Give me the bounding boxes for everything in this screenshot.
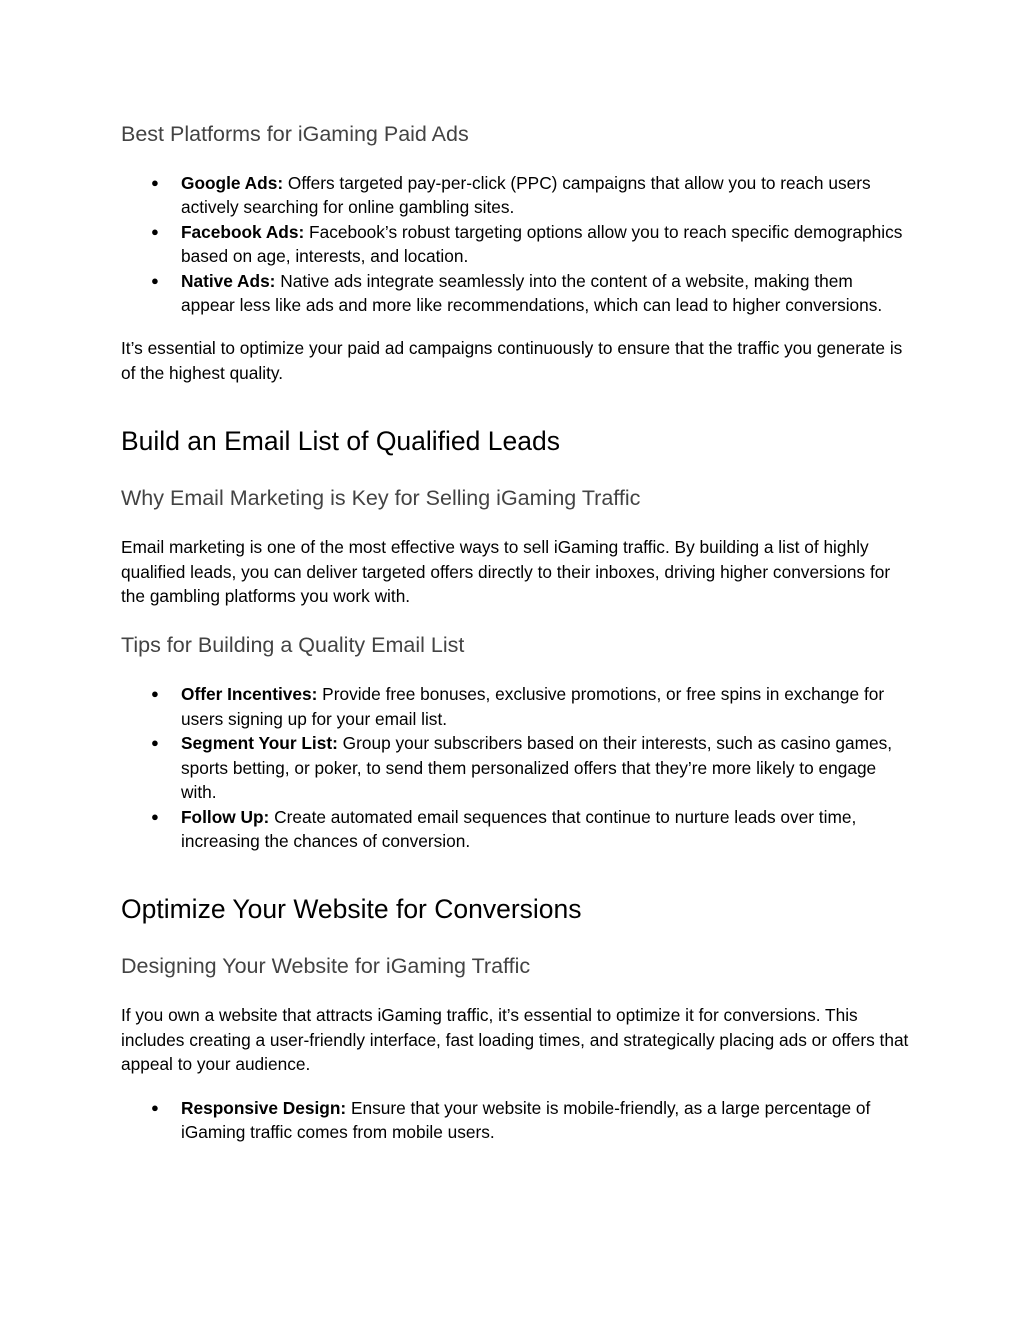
email-tips-list: [121, 682, 911, 853]
heading-designing-website: Designing Your Website for iGaming Traffic: [121, 954, 531, 979]
list-item-facebook-ads: [121, 220, 911, 269]
list-item-offer-incentives: [121, 682, 911, 731]
list-item-native-ads: [121, 269, 911, 318]
bullet-icon: ●: [151, 175, 159, 190]
heading-email-list: Build an Email List of Qualified Leads: [121, 426, 560, 457]
bullet-icon: ●: [151, 808, 159, 824]
bullet-icon: ●: [151, 735, 159, 751]
heading-email-tips: Tips for Building a Quality Email List: [121, 633, 465, 658]
list-item-label: Segment Your List:: [181, 733, 338, 754]
list-item-text: Offers targeted pay-per-click (PPC) campaigns that allow you to reach users actively searching for online gambling sites.: [181, 173, 871, 218]
list-item-text: Facebook’s robust targeting options allow you to reach specific demographics based on age, interests, and location.: [181, 221, 903, 267]
list-item-text: Provide free bonuses, exclusive promotions, or free spins in exchange for users signing up for your email list.: [181, 684, 885, 729]
list-item-text: Native ads integrate seamlessly into the content of a website, making them appear less like ads and more like recommendations, which can lead to higher conversions.: [181, 270, 883, 316]
bullet-icon: ●: [151, 272, 159, 288]
bullet-icon: ●: [151, 1099, 159, 1115]
paid-ads-list: [121, 171, 911, 317]
heading-optimize-website: Optimize Your Website for Conversions: [121, 894, 582, 925]
list-item-text: Ensure that your website is mobile-friendly, as a large percentage of iGaming traffic comes from mobile users.: [181, 1097, 871, 1142]
list-item-responsive-design: [121, 1096, 911, 1145]
bullet-icon: ●: [151, 686, 159, 702]
paragraph-email-marketing: Email marketing is one of the most effective ways to sell iGaming traffic. By building a list of highly qualified leads, you can deliver targeted offers directly to their inboxes, driving higher conversions for the gambling platforms you work with.: [121, 537, 891, 607]
bullet-icon: ●: [151, 223, 159, 239]
list-item-label: Native Ads:: [181, 270, 276, 291]
list-item-google-ads: [121, 171, 911, 220]
paragraph-website-optimization: If you own a website that attracts iGaming traffic, it’s essential to optimize it for conversions. This includes creating a user-friendly interface, fast loading times, and strategically placing ads or offers that appeal to your audience.: [121, 1005, 909, 1075]
list-item-segment-list: [121, 731, 911, 804]
list-item-follow-up: [121, 805, 911, 854]
heading-best-platforms: Best Platforms for iGaming Paid Ads: [121, 122, 469, 146]
website-tips-list: [121, 1096, 911, 1145]
list-item-label: Responsive Design:: [181, 1097, 347, 1118]
list-item-label: Google Ads:: [181, 173, 284, 193]
list-item-label: Offer Incentives:: [181, 684, 318, 705]
list-item-label: Follow Up:: [181, 806, 270, 827]
list-item-text: Group your subscribers based on their interests, such as casino games, sports betting, or poker, to send them personalized offers that they’re more likely to engage with.: [181, 733, 893, 803]
paragraph-optimize-campaigns: It’s essential to optimize your paid ad campaigns continuously to ensure that the traffic you generate is of the highest quality.: [121, 338, 903, 383]
heading-why-email-marketing: Why Email Marketing is Key for Selling iGaming Traffic: [121, 486, 641, 511]
document-page: [121, 116, 911, 1144]
list-item-text: Create automated email sequences that continue to nurture leads over time, increasing the chances of conversion.: [181, 806, 857, 851]
list-item-label: Facebook Ads:: [181, 221, 305, 242]
